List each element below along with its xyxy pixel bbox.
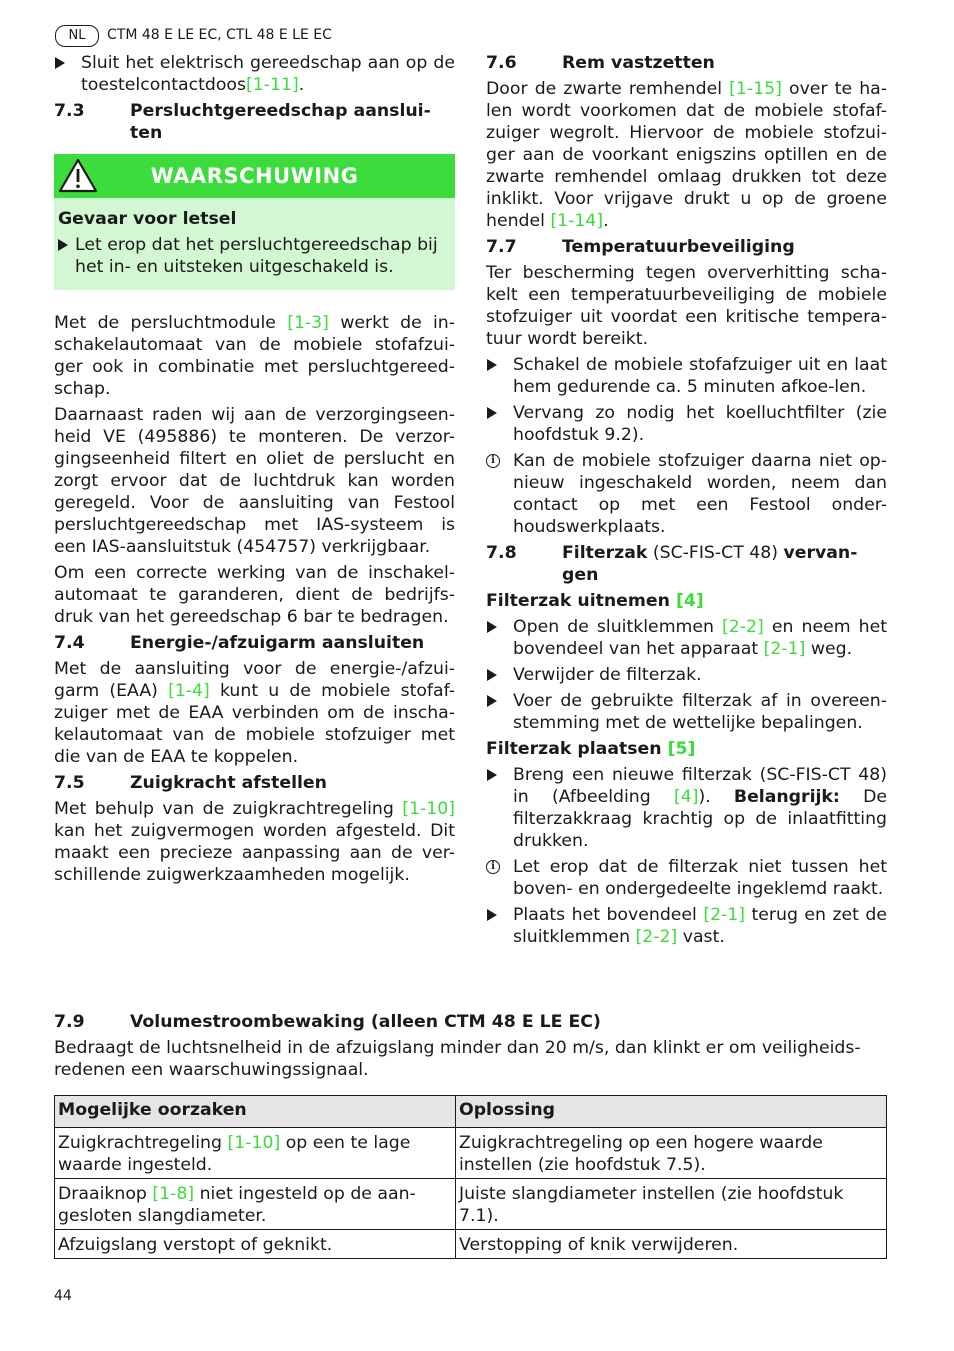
figure-ref: [1-4] xyxy=(168,681,210,701)
table-cell: Draaiknop [1-8] niet ingesteld op de aan-gesloten slangdiameter. xyxy=(55,1179,456,1230)
warning-subtitle: Gevaar voor letsel xyxy=(58,209,237,229)
table-row xyxy=(55,1179,887,1230)
figure-ref: [1-8] xyxy=(152,1184,195,1204)
table-header-row xyxy=(55,1096,887,1128)
figure-ref: [2-1] xyxy=(703,905,746,925)
list-item: Let erop dat het persluchtgereedschap bij het in- en uitsteken uitgeschakeld is. xyxy=(58,234,452,278)
list-item: Schakel de mobiele stofafzuiger uit en laat hem gedurende ca. 5 minuten afkoe-len. xyxy=(486,354,887,398)
paragraph: Om een correcte werking van de inschakel-automaat te garanderen, dient de bedrijfs-druk van het gereedschap 6 bar te bedragen. xyxy=(54,563,455,627)
subheading: Filterzak plaatsen [5] xyxy=(486,739,696,759)
section-heading: 7.3 Persluchtgereedschap aanslui-ten xyxy=(54,101,431,143)
triangle-bullet-icon xyxy=(487,621,497,633)
header-title: CTM 48 E LE EC, CTL 48 E LE EC xyxy=(107,27,332,43)
triangle-bullet-icon xyxy=(487,669,497,681)
troubleshooting-table xyxy=(54,1095,887,1259)
figure-ref: [1-14] xyxy=(550,211,604,231)
table-row xyxy=(55,1230,887,1259)
paragraph: Door de zwarte remhendel [1-15] over te ha-len wordt voorkomen dat de mobiele stofaf-zuiger wegrolt. Hiervoor de mobiele stofzui-ger aan de voorkant enigszins optillen en de zwarte remhendel omlaag drukken tot deze inklikt. Voor vrijgave drukt u op de groene hendel [1-14]. xyxy=(486,79,888,231)
figure-ref: [4] xyxy=(675,591,704,611)
right-column xyxy=(486,52,887,952)
list-item: Vervang zo nodig het koelluchtfilter (zie hoofdstuk 9.2). xyxy=(486,402,887,446)
list-item: Voer de gebruikte filterzak af in overeen-stemming met de wettelijke bepalingen. xyxy=(486,690,887,734)
paragraph: Met de persluchtmodule [1-3] werkt de in-schakelautomaat van de mobiele stofafzui-ger ook in combinatie met persluchtgereed-schap. xyxy=(54,313,455,399)
page-number: 44 xyxy=(54,1288,72,1304)
table-cell: Verstopping of knik verwijderen. xyxy=(456,1230,887,1259)
list-item: Open de sluitklemmen [2-2] en neem het bovendeel van het apparaat [2-1] weg. xyxy=(486,616,887,660)
table-cell: Juiste slangdiameter instellen (zie hoofdstuk 7.1). xyxy=(456,1179,887,1230)
subheading: Filterzak uitnemen [4] xyxy=(486,591,704,611)
figure-ref: [4] xyxy=(673,787,699,807)
triangle-bullet-icon xyxy=(55,57,65,69)
figure-ref: [2-1] xyxy=(763,639,806,659)
list-item: Breng een nieuwe filterzak (SC-FIS-CT 48) in (Afbeelding [4]). Belangrijk: De filterzakkraag krachtig op de inlaatfitting drukken. xyxy=(486,764,887,852)
column-header: Oplossing xyxy=(456,1096,887,1128)
warning-header xyxy=(54,154,455,198)
warning-box xyxy=(54,154,455,290)
info-icon: i xyxy=(486,454,500,468)
triangle-bullet-icon xyxy=(487,407,497,419)
paragraph: Daarnaast raden wij aan de verzorgingseen-heid VE (495886) te monteren. De verzor-gingseenheid filtert en oliet de perslucht en zorgt ervoor dat de luchtdruk kan worden geregeld. Voor de aansluiting van Festool persluchtgereedschap met IAS-systeem is een IAS-aansluitstuk (454757) verkrijgbaar. xyxy=(54,405,455,557)
figure-ref: [1-15] xyxy=(729,79,782,99)
paragraph: Bedraagt de luchtsnelheid in de afzuigslang minder dan 20 m/s, dan klinkt er om veiligheids-redenen een waarschuwingssignaal. xyxy=(54,1038,861,1080)
figure-ref: [1-11] xyxy=(245,75,299,95)
paragraph: Ter bescherming tegen oververhitting scha-kelt een temperatuurbeveiliging de mobiele stofzuiger uit voordat een kritische tempera-tuur wordt bereikt. xyxy=(486,263,887,349)
figure-ref: [2-2] xyxy=(635,927,678,947)
section-heading: 7.8 Filterzak (SC-FIS-CT 48) vervan-gen xyxy=(486,543,858,585)
section-heading: 7.5 Zuigkracht afstellen xyxy=(54,773,327,793)
figure-ref: [1-3] xyxy=(287,313,329,333)
figure-ref: [2-2] xyxy=(722,617,764,637)
section-heading: 7.7 Temperatuurbeveiliging xyxy=(486,237,795,257)
warning-title: WAARSCHUWING xyxy=(150,164,359,188)
triangle-bullet-icon xyxy=(58,239,68,251)
section-heading: 7.6 Rem vastzetten xyxy=(486,53,715,73)
figure-ref: [1-10] xyxy=(402,799,455,819)
triangle-bullet-icon xyxy=(487,769,497,781)
language-badge: NL xyxy=(55,25,99,47)
figure-ref: [1-10] xyxy=(227,1133,281,1153)
figure-ref: [5] xyxy=(667,739,696,759)
section-heading: 7.4 Energie-/afzuigarm aansluiten xyxy=(54,633,425,653)
left-column xyxy=(54,52,455,890)
section-7-9 xyxy=(54,1011,887,1259)
list-item: Plaats het bovendeel [2-1] terug en zet de sluitklemmen [2-2] vast. xyxy=(486,904,887,948)
table-cell: Zuigkrachtregeling [1-10] op een te lage waarde ingesteld. xyxy=(55,1128,456,1179)
column-header: Mogelijke oorzaken xyxy=(55,1096,456,1128)
triangle-bullet-icon xyxy=(487,695,497,707)
warning-body xyxy=(54,198,455,290)
table-row xyxy=(55,1128,887,1179)
triangle-bullet-icon xyxy=(487,909,497,921)
info-item: i Kan de mobiele stofzuiger daarna niet op-nieuw ingeschakeld worden, neem dan contact op met een Festool onder-houdswerkplaats. xyxy=(486,450,887,538)
table-cell: Zuigkrachtregeling op een hogere waarde instellen (zie hoofdstuk 7.5). xyxy=(456,1128,887,1179)
paragraph: Met behulp van de zuigkrachtregeling [1-10] kan het zuigvermogen worden afgesteld. Dit maakt een precieze aanpassing aan de ver-schillende zuigwerkzaamheden mogelijk. xyxy=(54,799,455,885)
table-cell: Afzuigslang verstopt of geknikt. xyxy=(55,1230,456,1259)
paragraph: Met de aansluiting voor de energie-/afzui-garm (EAA) [1-4] kunt u de mobiele stofaf-zuiger met de EAA verbinden om de inscha-kelautomaat van de mobiele stofzuiger met die van de EAA te koppelen. xyxy=(54,659,455,767)
triangle-bullet-icon xyxy=(487,359,497,371)
section-heading: 7.9 Volumestroombewaking (alleen CTM 48 E LE EC) xyxy=(54,1012,601,1032)
list-item: Verwijder de filterzak. xyxy=(486,664,887,686)
info-item: i Let erop dat de filterzak niet tussen het boven- en ondergedeelte ingeklemd raakt. xyxy=(486,856,887,900)
info-icon: i xyxy=(486,860,500,874)
list-item: Sluit het elektrisch gereedschap aan op de toestelcontactdoos[1-11]. xyxy=(54,52,455,96)
